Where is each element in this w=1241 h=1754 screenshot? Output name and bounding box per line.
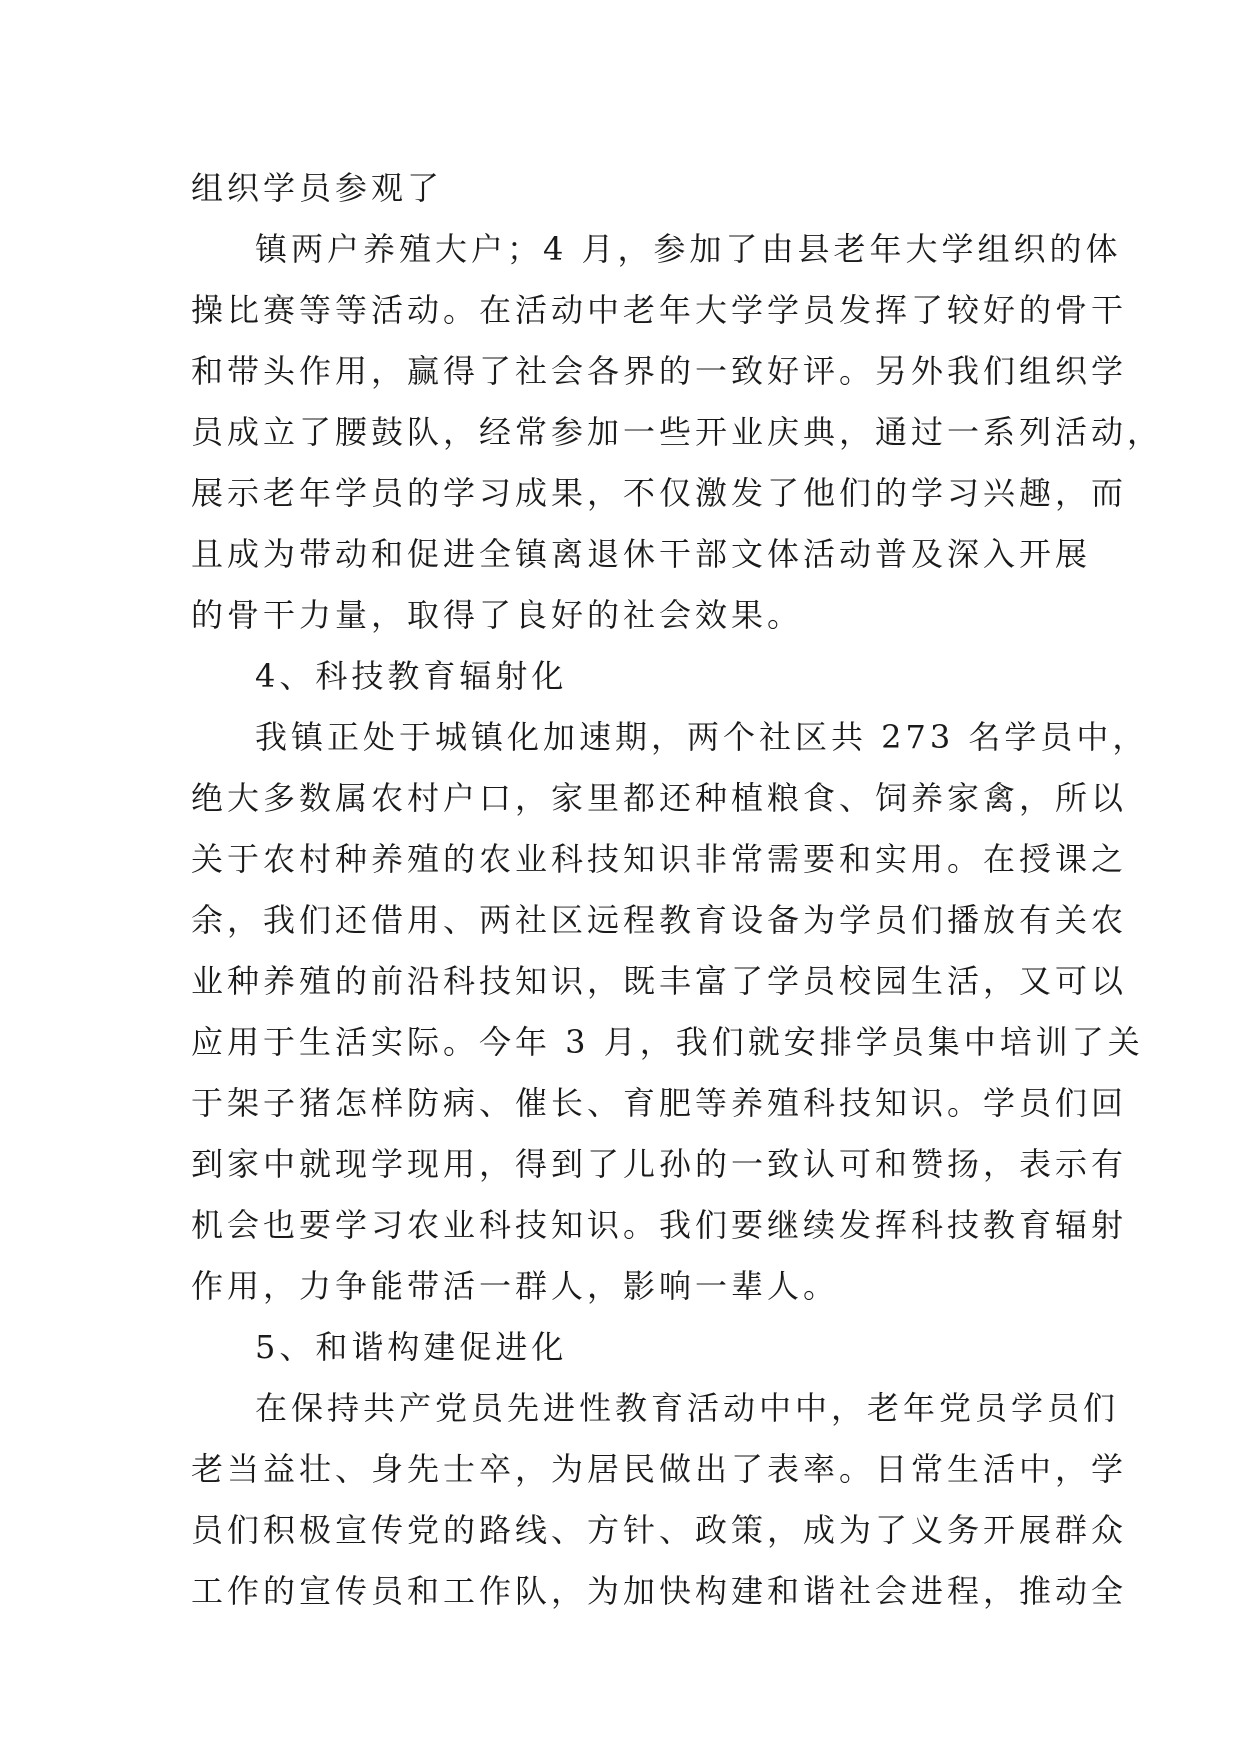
text-line: 于架子猪怎样防病、催长、育肥等养殖科技知识。学员们回	[191, 1084, 1128, 1122]
text-line: 员成立了腰鼓队，经常参加一些开业庆典，通过一系列活动，	[191, 413, 1164, 451]
text-line: 绝大多数属农村户口，家里都还种植粮食、饲养家禽，所以	[191, 779, 1128, 817]
text-line: 的骨干力量，取得了良好的社会效果。	[191, 596, 804, 634]
document-body	[191, 158, 1164, 1622]
text-line: 业种养殖的前沿科技知识，既丰富了学员校园生活，又可以	[191, 962, 1128, 1000]
text-line: 镇两户养殖大户；4 月，参加了由县老年大学组织的体	[255, 230, 1122, 268]
text-line: 机会也要学习农业科技知识。我们要继续发挥科技教育辐射	[191, 1206, 1128, 1244]
text-line: 且成为带动和促进全镇离退休干部文体活动普及深入开展	[191, 535, 1092, 573]
text-line: 工作的宣传员和工作队，为加快构建和谐社会进程，推动全	[191, 1572, 1128, 1610]
section-heading: 5、和谐构建促进化	[255, 1328, 568, 1366]
text-line: 应用于生活实际。今年 3 月，我们就安排学员集中培训了关	[191, 1023, 1144, 1061]
text-line: 在保持共产党员先进性教育活动中中，老年党员学员们	[255, 1389, 1120, 1427]
text-line: 关于农村种养殖的农业科技知识非常需要和实用。在授课之	[191, 840, 1128, 878]
text-line: 员们积极宣传党的路线、方针、政策，成为了义务开展群众	[191, 1511, 1128, 1549]
text-line: 展示老年学员的学习成果，不仅激发了他们的学习兴趣，而	[191, 474, 1128, 512]
text-line: 作用，力争能带活一群人，影响一辈人。	[191, 1267, 840, 1305]
text-line: 余，我们还借用、两社区远程教育设备为学员们播放有关农	[191, 901, 1128, 939]
text-line: 我镇正处于城镇化加速期，两个社区共 273 名学员中，	[255, 718, 1149, 756]
text-line: 组织学员参观了	[191, 169, 444, 207]
text-line: 和带头作用，赢得了社会各界的一致好评。另外我们组织学	[191, 352, 1128, 390]
section-heading: 4、科技教育辐射化	[255, 657, 568, 695]
text-line: 操比赛等等活动。在活动中老年大学学员发挥了较好的骨干	[191, 291, 1128, 329]
text-line: 到家中就现学现用，得到了儿孙的一致认可和赞扬，表示有	[191, 1145, 1128, 1183]
text-line: 老当益壮、身先士卒，为居民做出了表率。日常生活中，学	[191, 1450, 1128, 1488]
